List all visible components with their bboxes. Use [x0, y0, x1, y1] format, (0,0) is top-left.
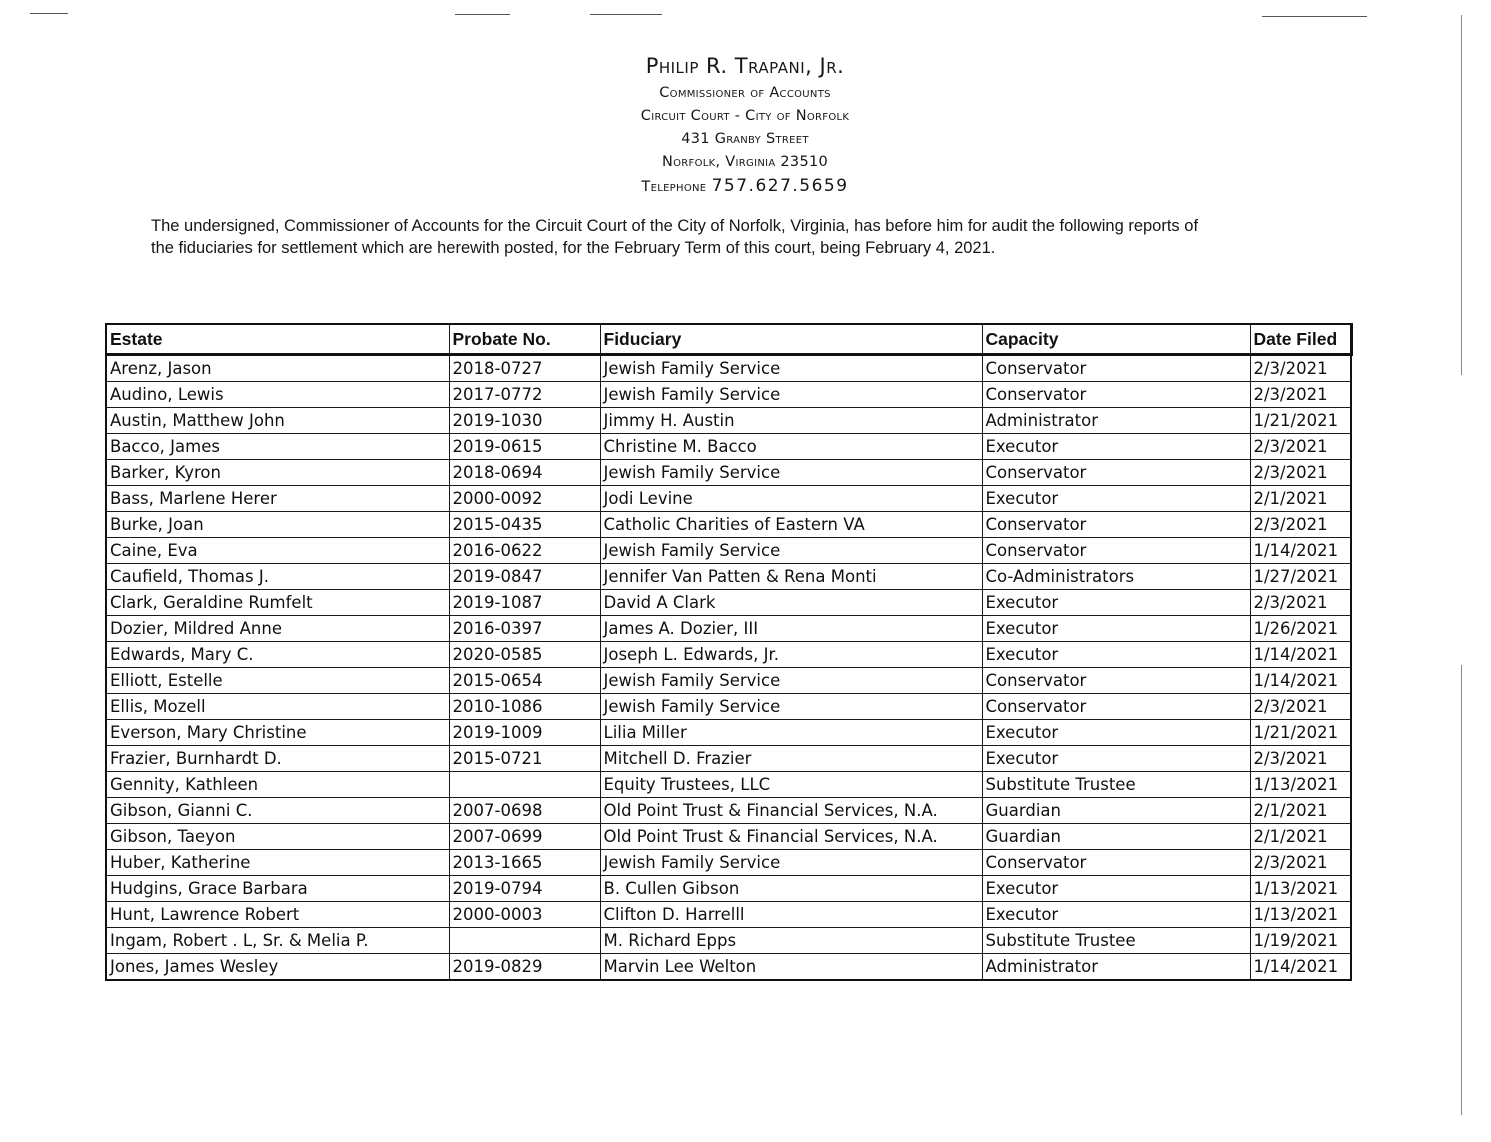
cell-capacity: Guardian	[982, 798, 1250, 824]
cell-fiduciary: Joseph L. Edwards, Jr.	[600, 642, 982, 668]
cell-probate-no: 2000-0092	[449, 486, 600, 512]
header-date-filed: Date Filed	[1250, 324, 1351, 355]
cell-capacity: Substitute Trustee	[982, 928, 1250, 954]
scan-artifact	[1262, 16, 1367, 17]
cell-probate-no: 2000-0003	[449, 902, 600, 928]
cell-capacity: Executor	[982, 720, 1250, 746]
intro-paragraph	[151, 215, 1351, 259]
cell-date-filed: 2/3/2021	[1250, 355, 1351, 382]
cell-probate-no: 2016-0622	[449, 538, 600, 564]
scan-edge-line	[1461, 665, 1462, 1115]
header-estate: Estate	[106, 324, 449, 355]
cell-capacity: Co-Administrators	[982, 564, 1250, 590]
cell-capacity: Conservator	[982, 850, 1250, 876]
fiduciary-reports-table	[105, 323, 1353, 981]
cell-estate: Hunt, Lawrence Robert	[106, 902, 449, 928]
cell-fiduciary: Jimmy H. Austin	[600, 408, 982, 434]
cell-estate: Burke, Joan	[106, 512, 449, 538]
cell-date-filed: 2/3/2021	[1250, 850, 1351, 876]
telephone-label: Telephone	[641, 179, 707, 195]
cell-estate: Caufield, Thomas J.	[106, 564, 449, 590]
cell-estate: Caine, Eva	[106, 538, 449, 564]
cell-fiduciary: Mitchell D. Frazier	[600, 746, 982, 772]
cell-estate: Dozier, Mildred Anne	[106, 616, 449, 642]
header-probate-no: Probate No.	[449, 324, 600, 355]
cell-fiduciary: Jewish Family Service	[600, 538, 982, 564]
cell-estate: Edwards, Mary C.	[106, 642, 449, 668]
header-capacity: Capacity	[982, 324, 1250, 355]
cell-fiduciary: Jewish Family Service	[600, 382, 982, 408]
cell-capacity: Substitute Trustee	[982, 772, 1250, 798]
cell-fiduciary: Christine M. Bacco	[600, 434, 982, 460]
cell-probate-no: 2019-0847	[449, 564, 600, 590]
cell-date-filed: 1/14/2021	[1250, 642, 1351, 668]
cell-probate-no	[449, 928, 600, 954]
table-row	[106, 824, 1351, 850]
cell-probate-no: 2018-0727	[449, 355, 600, 382]
cell-capacity: Conservator	[982, 355, 1250, 382]
table-row	[106, 382, 1351, 408]
cell-probate-no: 2019-0794	[449, 876, 600, 902]
table-row	[106, 434, 1351, 460]
table-row	[106, 798, 1351, 824]
city-state-zip: Norfolk, Virginia 23510	[661, 154, 829, 170]
cell-probate-no: 2015-0654	[449, 668, 600, 694]
cell-capacity: Executor	[982, 746, 1250, 772]
cell-estate: Clark, Geraldine Rumfelt	[106, 590, 449, 616]
table-row	[106, 642, 1351, 668]
cell-probate-no: 2007-0698	[449, 798, 600, 824]
cell-fiduciary: Clifton D. Harrelll	[600, 902, 982, 928]
table-row	[106, 668, 1351, 694]
table-header	[106, 324, 1351, 355]
cell-date-filed: 1/19/2021	[1250, 928, 1351, 954]
cell-capacity: Conservator	[982, 382, 1250, 408]
cell-date-filed: 2/3/2021	[1250, 590, 1351, 616]
scan-artifact	[30, 13, 68, 14]
cell-fiduciary: Jewish Family Service	[600, 668, 982, 694]
cell-capacity: Guardian	[982, 824, 1250, 850]
cell-date-filed: 2/3/2021	[1250, 382, 1351, 408]
cell-estate: Gibson, Taeyon	[106, 824, 449, 850]
table-row	[106, 512, 1351, 538]
commissioner-name: Philip R. Trapani, Jr.	[645, 54, 845, 78]
table-row	[106, 694, 1351, 720]
cell-fiduciary: Old Point Trust & Financial Services, N.A.	[600, 798, 982, 824]
cell-probate-no: 2019-1009	[449, 720, 600, 746]
cell-capacity: Conservator	[982, 538, 1250, 564]
cell-probate-no	[449, 772, 600, 798]
cell-estate: Audino, Lewis	[106, 382, 449, 408]
letterhead	[445, 50, 1045, 199]
cell-probate-no: 2019-1087	[449, 590, 600, 616]
cell-capacity: Administrator	[982, 954, 1250, 981]
cell-probate-no: 2018-0694	[449, 460, 600, 486]
cell-estate: Ingam, Robert . L, Sr. & Melia P.	[106, 928, 449, 954]
cell-estate: Elliott, Estelle	[106, 668, 449, 694]
cell-estate: Barker, Kyron	[106, 460, 449, 486]
cell-probate-no: 2019-0829	[449, 954, 600, 981]
cell-date-filed: 1/13/2021	[1250, 876, 1351, 902]
cell-capacity: Executor	[982, 616, 1250, 642]
cell-date-filed: 2/3/2021	[1250, 694, 1351, 720]
cell-date-filed: 1/14/2021	[1250, 538, 1351, 564]
table-row	[106, 590, 1351, 616]
cell-date-filed: 1/21/2021	[1250, 720, 1351, 746]
cell-probate-no: 2015-0721	[449, 746, 600, 772]
cell-estate: Bass, Marlene Herer	[106, 486, 449, 512]
cell-capacity: Administrator	[982, 408, 1250, 434]
cell-date-filed: 1/27/2021	[1250, 564, 1351, 590]
cell-probate-no: 2019-0615	[449, 434, 600, 460]
cell-estate: Hudgins, Grace Barbara	[106, 876, 449, 902]
cell-fiduciary: David A Clark	[600, 590, 982, 616]
cell-estate: Gennity, Kathleen	[106, 772, 449, 798]
street-address: 431 Granby Street	[681, 131, 809, 147]
cell-fiduciary: James A. Dozier, III	[600, 616, 982, 642]
telephone-number: 757.627.5659	[711, 176, 849, 196]
intro-line-1: The undersigned, Commissioner of Accounts for the Circuit Court of the City of Norfolk, Virginia, has before him for audit the following reports of	[151, 217, 1199, 235]
header-row	[106, 324, 1351, 355]
cell-date-filed: 1/14/2021	[1250, 954, 1351, 981]
cell-fiduciary: Jewish Family Service	[600, 460, 982, 486]
cell-capacity: Conservator	[982, 512, 1250, 538]
table-row	[106, 772, 1351, 798]
cell-capacity: Executor	[982, 590, 1250, 616]
cell-date-filed: 2/1/2021	[1250, 486, 1351, 512]
table-row	[106, 564, 1351, 590]
cell-estate: Arenz, Jason	[106, 355, 449, 382]
cell-date-filed: 1/26/2021	[1250, 616, 1351, 642]
table-row	[106, 902, 1351, 928]
cell-estate: Ellis, Mozell	[106, 694, 449, 720]
intro-line-2: the fiduciaries for settlement which are herewith posted, for the February Term of this court, being February 4, 2021.	[151, 239, 996, 257]
cell-probate-no: 2010-1086	[449, 694, 600, 720]
cell-estate: Frazier, Burnhardt D.	[106, 746, 449, 772]
cell-fiduciary: Jewish Family Service	[600, 355, 982, 382]
cell-fiduciary: Jennifer Van Patten & Rena Monti	[600, 564, 982, 590]
cell-probate-no: 2020-0585	[449, 642, 600, 668]
cell-date-filed: 1/21/2021	[1250, 408, 1351, 434]
cell-fiduciary: Lilia Miller	[600, 720, 982, 746]
cell-fiduciary: M. Richard Epps	[600, 928, 982, 954]
table-row	[106, 616, 1351, 642]
cell-date-filed: 2/1/2021	[1250, 824, 1351, 850]
cell-capacity: Executor	[982, 642, 1250, 668]
cell-fiduciary: Old Point Trust & Financial Services, N.A.	[600, 824, 982, 850]
header-fiduciary: Fiduciary	[600, 324, 982, 355]
scan-artifact	[590, 14, 662, 15]
cell-fiduciary: Jodi Levine	[600, 486, 982, 512]
cell-date-filed: 1/13/2021	[1250, 772, 1351, 798]
cell-capacity: Executor	[982, 486, 1250, 512]
table-row	[106, 720, 1351, 746]
cell-fiduciary: Jewish Family Service	[600, 850, 982, 876]
court-name: Circuit Court - City of Norfolk	[640, 108, 850, 124]
cell-fiduciary: Equity Trustees, LLC	[600, 772, 982, 798]
cell-estate: Gibson, Gianni C.	[106, 798, 449, 824]
cell-date-filed: 1/13/2021	[1250, 902, 1351, 928]
cell-date-filed: 2/1/2021	[1250, 798, 1351, 824]
cell-estate: Jones, James Wesley	[106, 954, 449, 981]
table-row	[106, 486, 1351, 512]
table-row	[106, 928, 1351, 954]
table-row	[106, 954, 1351, 981]
cell-capacity: Executor	[982, 902, 1250, 928]
cell-estate: Bacco, James	[106, 434, 449, 460]
cell-probate-no: 2015-0435	[449, 512, 600, 538]
cell-fiduciary: Marvin Lee Welton	[600, 954, 982, 981]
cell-probate-no: 2013-1665	[449, 850, 600, 876]
cell-date-filed: 1/14/2021	[1250, 668, 1351, 694]
table-row	[106, 538, 1351, 564]
cell-fiduciary: B. Cullen Gibson	[600, 876, 982, 902]
cell-fiduciary: Jewish Family Service	[600, 694, 982, 720]
cell-capacity: Executor	[982, 876, 1250, 902]
cell-estate: Everson, Mary Christine	[106, 720, 449, 746]
table-body	[106, 355, 1351, 981]
cell-estate: Austin, Matthew John	[106, 408, 449, 434]
table-row	[106, 355, 1351, 382]
cell-date-filed: 2/3/2021	[1250, 512, 1351, 538]
table-row	[106, 460, 1351, 486]
cell-capacity: Conservator	[982, 668, 1250, 694]
scan-artifact	[455, 14, 510, 15]
telephone	[445, 174, 1045, 199]
table-row	[106, 850, 1351, 876]
table-row	[106, 876, 1351, 902]
table-row	[106, 408, 1351, 434]
cell-probate-no: 2019-1030	[449, 408, 600, 434]
scan-edge-line	[1461, 15, 1462, 375]
commissioner-title: Commissioner of Accounts	[659, 85, 831, 101]
cell-capacity: Conservator	[982, 460, 1250, 486]
cell-capacity: Conservator	[982, 694, 1250, 720]
table-row	[106, 746, 1351, 772]
cell-date-filed: 2/3/2021	[1250, 746, 1351, 772]
cell-date-filed: 2/3/2021	[1250, 460, 1351, 486]
cell-estate: Huber, Katherine	[106, 850, 449, 876]
cell-date-filed: 2/3/2021	[1250, 434, 1351, 460]
cell-capacity: Executor	[982, 434, 1250, 460]
cell-probate-no: 2017-0772	[449, 382, 600, 408]
cell-probate-no: 2016-0397	[449, 616, 600, 642]
cell-fiduciary: Catholic Charities of Eastern VA	[600, 512, 982, 538]
cell-probate-no: 2007-0699	[449, 824, 600, 850]
